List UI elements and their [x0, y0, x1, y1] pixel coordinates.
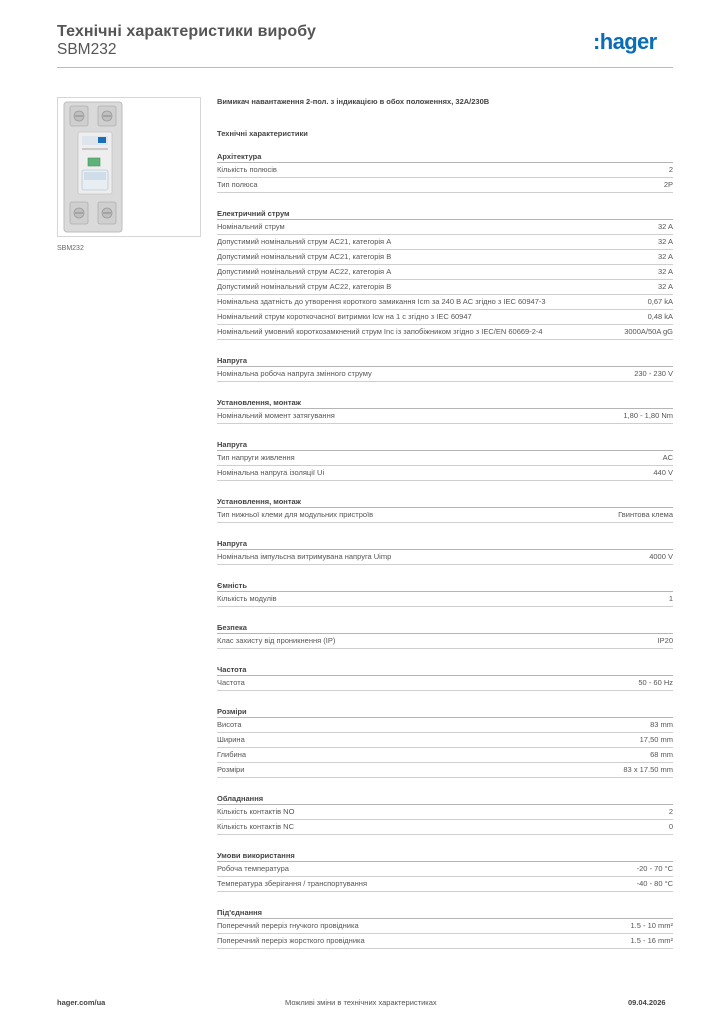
spec-value: 0,48 kA [647, 312, 673, 321]
spec-value: 0 [668, 822, 673, 831]
spec-label: Допустимий номінальний струм AC21, категорія B [217, 252, 392, 261]
footer-website-link[interactable]: hager.com/ua [57, 998, 106, 1007]
spec-label: Кількість контактів NO [217, 807, 295, 816]
spec-value: 4000 V [649, 552, 673, 561]
spec-label: Кількість контактів NC [217, 822, 295, 831]
spec-value: 1,80 - 1,80 Nm [623, 411, 673, 420]
spec-section [217, 850, 673, 892]
spec-section [217, 622, 673, 649]
spec-value: 32 A [657, 267, 673, 276]
spec-value: 440 V [653, 468, 673, 477]
spec-row [217, 163, 673, 178]
spec-label: Номінальна імпульсна витримувана напруга Uimp [217, 552, 392, 561]
spec-section [217, 793, 673, 835]
spec-value: 2 [668, 165, 673, 174]
spec-row [217, 265, 673, 280]
spec-label: Кількість полюсів [217, 165, 277, 174]
circuit-breaker-illustration [58, 98, 200, 236]
spec-value: 83 mm [650, 720, 673, 729]
spec-label: Номінальна робоча напруга змінного струму [217, 369, 372, 378]
spec-section [217, 151, 673, 193]
spec-label: Допустимий номінальний струм AC22, категорія A [217, 267, 392, 276]
logo-text: :hager [593, 30, 657, 54]
spec-value: Гвинтова клема [618, 510, 673, 519]
spec-value: 32 A [657, 237, 673, 246]
spec-section [217, 439, 673, 481]
spec-value: -20 - 70 °C [636, 864, 673, 873]
spec-row [217, 310, 673, 325]
spec-label: Висота [217, 720, 242, 729]
spec-label: Допустимий номінальний струм AC22, категорія B [217, 282, 392, 291]
spec-row [217, 718, 673, 733]
spec-row [217, 508, 673, 523]
header-divider [57, 67, 673, 68]
spec-label: Глибина [217, 750, 247, 759]
spec-row [217, 862, 673, 877]
spec-row [217, 919, 673, 934]
spec-row [217, 748, 673, 763]
spec-section [217, 496, 673, 523]
spec-label: Тип напруги живлення [217, 453, 295, 462]
spec-row [217, 820, 673, 835]
footer-date: 09.04.2026 [628, 998, 666, 1007]
spec-label: Ширина [217, 735, 245, 744]
spec-section [217, 664, 673, 691]
spec-row [217, 280, 673, 295]
spec-section [217, 580, 673, 607]
section-heading: Установлення, монтаж [217, 397, 673, 409]
spec-label: Поперечний переріз гнучкого провідника [217, 921, 359, 930]
spec-row [217, 367, 673, 382]
footer-disclaimer: Можливі зміни в технічних характеристиках [285, 998, 437, 1007]
spec-section [217, 538, 673, 565]
spec-value: 1.5 - 10 mm² [630, 921, 673, 930]
spec-value: 2P [663, 180, 673, 189]
section-heading: Умови використання [217, 850, 673, 862]
spec-row [217, 676, 673, 691]
section-heading: Частота [217, 664, 673, 676]
spec-label: Поперечний переріз жорсткого провідника [217, 936, 365, 945]
spec-row [217, 235, 673, 250]
hager-logo[interactable] [593, 30, 673, 54]
section-heading: Під'єднання [217, 907, 673, 919]
spec-value: IP20 [657, 636, 673, 645]
spec-title: Технічні характеристики [217, 129, 308, 138]
spec-value: 32 A [657, 282, 673, 291]
product-image [57, 97, 201, 237]
spec-section [217, 208, 673, 340]
spec-value: 3000A/50A gG [624, 327, 673, 336]
spec-label: Робоча температура [217, 864, 289, 873]
spec-value: 32 A [657, 222, 673, 231]
spec-row [217, 592, 673, 607]
spec-row [217, 466, 673, 481]
spec-value: 68 mm [650, 750, 673, 759]
spec-row [217, 295, 673, 310]
section-heading: Установлення, монтаж [217, 496, 673, 508]
spec-content [217, 95, 673, 949]
spec-row [217, 733, 673, 748]
spec-value: 1.5 - 16 mm² [630, 936, 673, 945]
spec-value: 17,50 mm [639, 735, 673, 744]
section-heading: Архітектура [217, 151, 673, 163]
spec-row [217, 634, 673, 649]
spec-value: 1 [668, 594, 673, 603]
spec-label: Номінальний струм короткочасної витримки Icw на 1 с згідно з IEC 60947 [217, 312, 472, 321]
spec-label: Клас захисту від проникнення (IP) [217, 636, 336, 645]
page-title: Технічні характеристики виробу [57, 23, 316, 40]
spec-section [217, 397, 673, 424]
spec-section [217, 907, 673, 949]
spec-value: 2 [668, 807, 673, 816]
spec-row [217, 451, 673, 466]
spec-value: 0,67 kA [647, 297, 673, 306]
spec-label: Номінальний момент затягування [217, 411, 335, 420]
spec-label: Частота [217, 678, 245, 687]
spec-label: Номінальний струм [217, 222, 285, 231]
section-heading: Обладнання [217, 793, 673, 805]
spec-label: Тип нижньої клеми для модульних пристроїв [217, 510, 374, 519]
section-heading: Розміри [217, 706, 673, 718]
spec-row [217, 220, 673, 235]
spec-sections [217, 151, 673, 949]
spec-row [217, 250, 673, 265]
spec-label: Температура зберігання / транспортування [217, 879, 368, 888]
product-code: SBM232 [57, 41, 117, 58]
spec-value: 32 A [657, 252, 673, 261]
spec-row [217, 409, 673, 424]
spec-value: -40 - 80 °C [636, 879, 673, 888]
section-heading: Безпека [217, 622, 673, 634]
spec-row [217, 763, 673, 778]
spec-row [217, 934, 673, 949]
spec-row [217, 805, 673, 820]
section-heading: Напруга [217, 355, 673, 367]
spec-label: Номінальна здатність до утворення короткого замикання Icm за 240 B AC згідно з IEC 60947-3 [217, 297, 546, 306]
spec-value: 50 - 60 Hz [638, 678, 673, 687]
spec-label: Тип полюса [217, 180, 258, 189]
spec-row [217, 550, 673, 565]
spec-label: Номінальний умовний короткозамкнений струм Inc із запобіжником згідно з IEC/EN 60669-2-4 [217, 327, 543, 336]
section-heading: Напруга [217, 538, 673, 550]
spec-row [217, 325, 673, 340]
spec-value: 83 x 17.50 mm [623, 765, 673, 774]
spec-label: Розміри [217, 765, 245, 774]
product-description: Вимикач навантаження 2-пол. з індикацією в обох положеннях, 32А/230В [217, 97, 490, 106]
spec-section [217, 355, 673, 382]
spec-label: Допустимий номінальний струм AC21, категорія A [217, 237, 392, 246]
section-heading: Напруга [217, 439, 673, 451]
spec-row [217, 877, 673, 892]
spec-row [217, 178, 673, 193]
spec-section [217, 706, 673, 778]
section-heading: Ємність [217, 580, 673, 592]
spec-label: Кількість модулів [217, 594, 277, 603]
spec-value: 230 - 230 V [634, 369, 673, 378]
product-image-caption: SBM232 [57, 245, 84, 252]
spec-value: AC [662, 453, 673, 462]
section-heading: Електричний струм [217, 208, 673, 220]
spec-label: Номінальна напруга ізоляції Ui [217, 468, 325, 477]
